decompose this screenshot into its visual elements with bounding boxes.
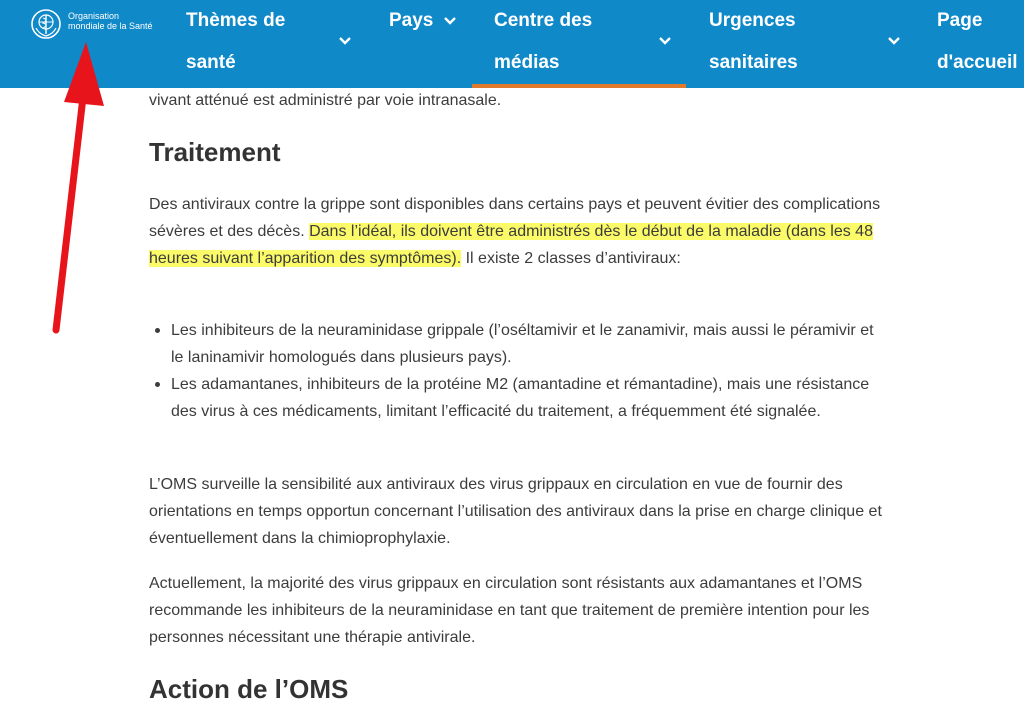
chevron-down-icon (658, 36, 672, 46)
logo-line-2: mondiale de la Santé (68, 21, 153, 31)
highlighted-text: Dans l’idéal, ils doivent être administrés dès le début de la maladie (dans les 48 heures suivant l’apparition des symptômes). (149, 223, 873, 267)
logo-text (68, 11, 153, 31)
antiviral-classes-list (149, 317, 889, 425)
nav-item-pays[interactable] (389, 0, 459, 88)
nav-item-label: Urgences sanitaires (709, 10, 798, 73)
chevron-down-icon (338, 36, 352, 46)
surveillance-paragraph: L’OMS surveille la sensibilité aux antiviraux des virus grippaux en circulation en vue de fournir des orientations en temps opportun concernant l’utilisation des antiviraux dans la prise en charge clinique et éventuellement dans la chimioprophylaxie. (149, 476, 882, 547)
text-segment: Il existe 2 classes d’antiviraux: (461, 250, 681, 267)
text-segment: Des antiviraux contre la grippe sont disponibles dans certains pays et peuvent évitier des complications sévères et des décès. (149, 196, 881, 240)
intro-paragraph-tail: vivant atténué est administré par voie intranasale. (149, 92, 502, 109)
section-heading-action-oms: Action de l’OMS (149, 674, 349, 704)
section-heading-traitement: Traitement (149, 137, 281, 167)
who-emblem-icon (30, 8, 62, 40)
nav-item-themes-de-sante[interactable] (186, 0, 356, 88)
who-logo[interactable] (30, 8, 170, 38)
nav-item-label: Thèmes de santé (186, 10, 286, 73)
chevron-down-icon (443, 16, 457, 26)
logo-line-1: Organisation (68, 11, 120, 21)
chevron-down-icon (887, 36, 901, 46)
nav-item-label: Page d'accueil (937, 10, 1018, 73)
nav-item-centre-des-medias[interactable] (494, 0, 674, 88)
list-item: Les adamantanes, inhibiteurs de la protéine M2 (amantadine et rémantadine), mais une résistance des virus à ces médicaments, limitant l’efficacité du traitement, a fréquemment été signalée. (149, 371, 889, 425)
nav-item-page-d-accueil[interactable] (937, 0, 1024, 88)
treatment-paragraph (149, 191, 889, 272)
list-item: Les inhibiteurs de la neuraminidase grippale (l’oséltamivir et le zanamivir, mais aussi le péramivir et le laninamivir homologués dans plusieurs pays). (149, 317, 889, 371)
red-arrow-annotation (40, 40, 110, 340)
nav-item-label: Pays (389, 10, 434, 31)
nav-item-label: Centre des médias (494, 10, 593, 73)
resistance-paragraph: Actuellement, la majorité des virus grippaux en circulation sont résistants aux adamantanes et l’OMS recommande les inhibiteurs de la neuraminidase en tant que traitement de première intention pour les personnes nécessitant une thérapie antivirale. (149, 575, 870, 646)
top-navigation-bar (0, 0, 1024, 88)
nav-item-urgences-sanitaires[interactable] (709, 0, 904, 88)
